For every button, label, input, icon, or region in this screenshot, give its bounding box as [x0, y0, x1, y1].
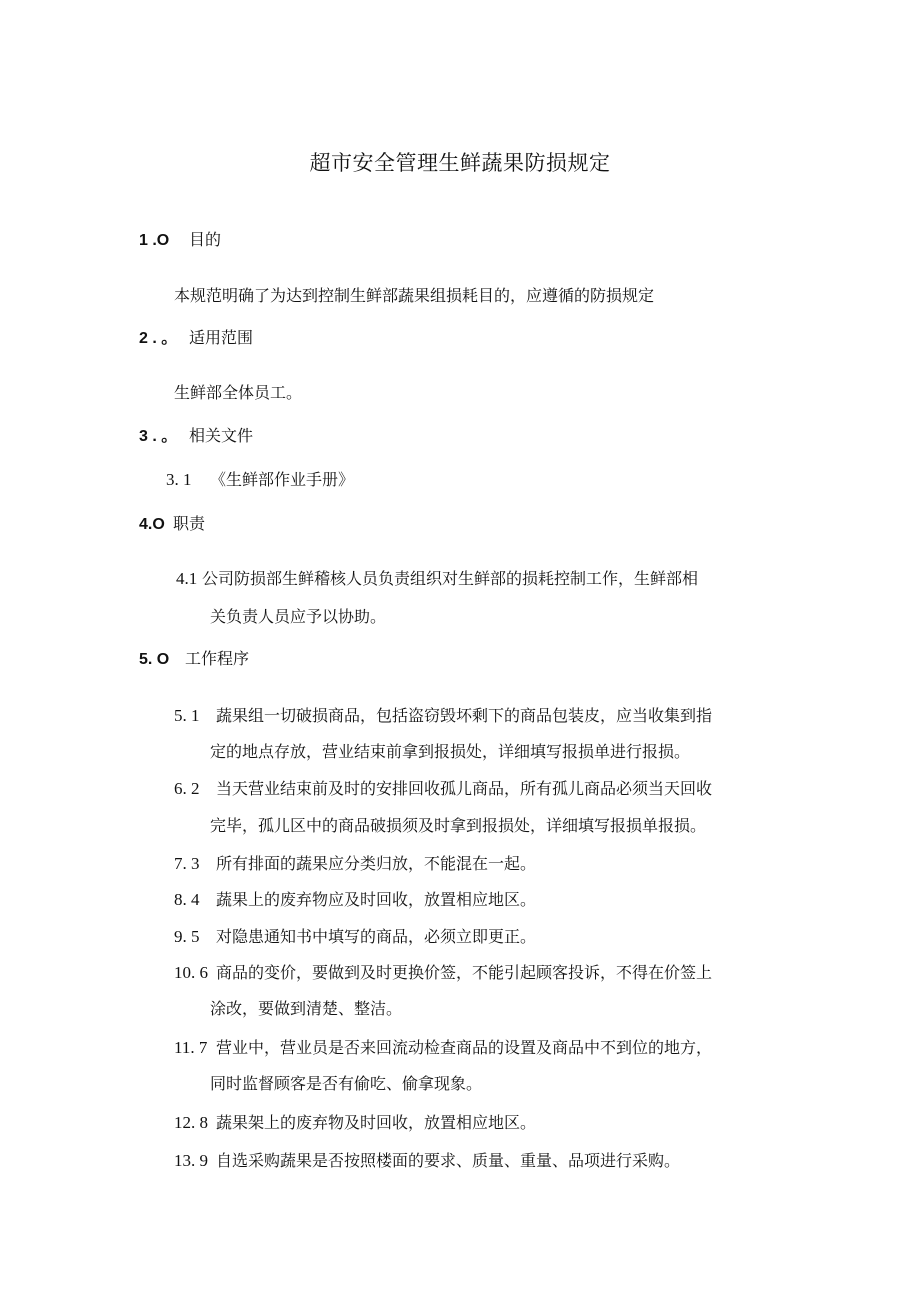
- section-1-title: 目的: [189, 230, 222, 249]
- section-2-number: 2 . 。: [139, 330, 178, 347]
- section-1-heading: [139, 228, 221, 253]
- procedure-item-number: 10. 6: [174, 963, 208, 982]
- section-3-item-number: 3. 1: [166, 470, 192, 489]
- section-4-number: 4.O: [139, 516, 165, 533]
- procedure-item: [174, 1111, 536, 1135]
- procedure-item: [174, 777, 712, 801]
- procedure-item-continuation: 定的地点存放，营业结束前拿到报损处，详细填写报损单进行报损。: [210, 742, 691, 761]
- procedure-item-text: 当天营业结束前及时的安排回收孤儿商品，所有孤儿商品必须当天回收: [216, 779, 713, 798]
- section-2-title: 适用范围: [189, 328, 254, 347]
- procedure-item-text: 自选采购蔬果是否按照楼面的要求、质量、重量、品项进行采购。: [216, 1151, 681, 1170]
- procedure-item: [174, 704, 712, 728]
- section-3-item: [166, 468, 354, 492]
- section-4-item-number: 4.1: [176, 569, 198, 588]
- section-4-item-text: 公司防损部生鲜稽核人员负责组织对生鲜部的损耗控制工作，生鲜部相: [202, 569, 699, 588]
- procedure-item: [174, 925, 536, 949]
- procedure-item: [174, 1036, 712, 1060]
- section-2-heading: [139, 326, 253, 351]
- procedure-item-text: 对隐患通知书中填写的商品，必须立即更正。: [216, 927, 537, 946]
- procedure-item: [174, 888, 536, 912]
- section-3-title: 相关文件: [189, 426, 254, 445]
- procedure-item: [174, 1149, 680, 1173]
- procedure-item-number: 7. 3: [174, 854, 200, 873]
- section-3-number: 3 . 。: [139, 428, 178, 445]
- section-5-title: 工作程序: [185, 649, 250, 668]
- procedure-item-continuation: 同时监督顾客是否有偷吃、偷拿现象。: [210, 1074, 483, 1093]
- procedure-item-text: 营业中，营业员是否来回流动检查商品的设置及商品中不到位的地方，: [216, 1038, 713, 1057]
- document-title: 超市安全管理生鲜蔬果防损规定: [309, 151, 611, 175]
- section-5-number: 5. O: [139, 651, 170, 668]
- section-1-body: 本规范明确了为达到控制生鲜部蔬果组损耗目的，应遵循的防损规定: [174, 286, 655, 305]
- section-4-title: 职责: [173, 514, 206, 533]
- section-3-item-text: 《生鲜部作业手册》: [210, 470, 355, 489]
- section-3-heading: [139, 424, 253, 449]
- procedure-item-text: 蔬果架上的废弃物及时回收，放置相应地区。: [216, 1113, 537, 1132]
- section-1-number: 1 .O: [139, 232, 170, 249]
- procedure-item-text: 商品的变价，要做到及时更换价签，不能引起顾客投诉，不得在价签上: [216, 963, 713, 982]
- procedure-item: [174, 852, 536, 876]
- procedure-item-text: 所有排面的蔬果应分类归放，不能混在一起。: [216, 854, 537, 873]
- procedure-item-number: 13. 9: [174, 1151, 208, 1170]
- procedure-item: [174, 961, 712, 985]
- procedure-item-text: 蔬果上的废弃物应及时回收，放置相应地区。: [216, 890, 537, 909]
- section-2-body: 生鲜部全体员工。: [174, 383, 303, 402]
- procedure-item-number: 5. 1: [174, 706, 200, 725]
- procedure-item-text: 蔬果组一切破损商品，包括盗窃毁坏剩下的商品包装皮，应当收集到指: [216, 706, 713, 725]
- procedure-item-number: 9. 5: [174, 927, 200, 946]
- procedure-item-number: 11. 7: [174, 1038, 208, 1057]
- section-4-heading: [139, 512, 205, 537]
- section-4-item-line-1: [176, 567, 698, 591]
- section-4-item-line-2: 关负责人员应予以协助。: [210, 607, 387, 626]
- procedure-item-continuation: 完毕，孤儿区中的商品破损须及时拿到报损处，详细填写报损单报损。: [210, 816, 707, 835]
- section-5-heading: [139, 647, 249, 672]
- procedure-item-number: 12. 8: [174, 1113, 208, 1132]
- procedure-item-number: 6. 2: [174, 779, 200, 798]
- procedure-item-number: 8. 4: [174, 890, 200, 909]
- procedure-item-continuation: 涂改，要做到清楚、整洁。: [210, 999, 403, 1018]
